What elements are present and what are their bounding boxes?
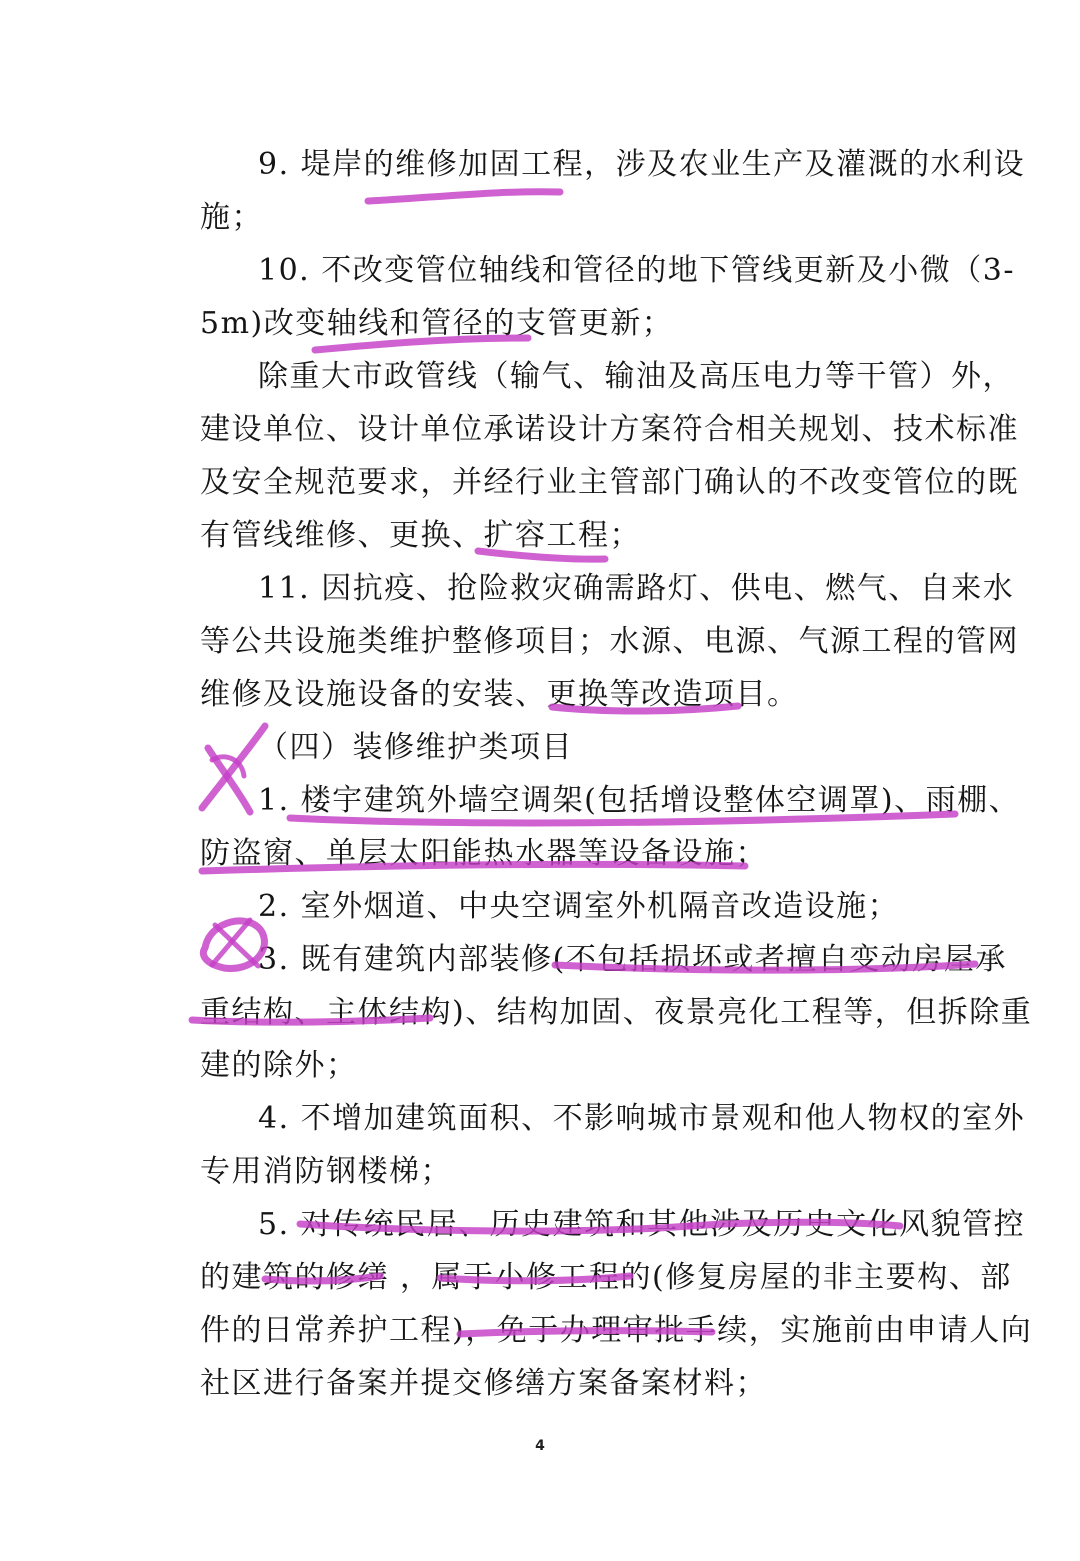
text-line: 除重大市政管线（输气、输油及高压电力等干管）外， <box>258 359 1014 394</box>
text-line: 5m)改变轴线和管径的支管更新； <box>200 306 674 341</box>
text-line: 的建筑的修缮 ，属于小修工程的(修复房屋的非主要构、部 <box>200 1260 1012 1295</box>
circle-cross-mark-icon <box>203 921 264 969</box>
cross-mark-icon <box>208 748 250 812</box>
text-line: 建的除外； <box>200 1048 358 1083</box>
circle-cross-mark-icon <box>212 920 250 965</box>
text-line: 及安全规范要求，并经行业主管部门确认的不改变管位的既 <box>200 465 1019 500</box>
text-line: 5. 对传统民居、历史建筑和其他涉及历史文化风貌管控 <box>258 1207 1026 1242</box>
cross-mark-icon <box>202 726 265 808</box>
text-line: 1. 楼宇建筑外墙空调架(包括增设整体空调罩)、雨棚、 <box>258 783 1021 818</box>
text-line: 9. 堤岸的维修加固工程，涉及农业生产及灌溉的水利设 <box>258 147 1026 182</box>
section-heading: （四）装修维护类项目 <box>258 730 573 765</box>
text-line: 2. 室外烟道、中央空调室外机隔音改造设施； <box>258 889 900 924</box>
circle-cross-mark-icon <box>215 925 258 966</box>
text-line: 11. 因抗疫、抢险救灾确需路灯、供电、燃气、自来水 <box>258 571 1015 606</box>
text-line: 有管线维修、更换、扩容工程； <box>200 518 641 553</box>
text-line: 4. 不增加建筑面积、不影响城市景观和他人物权的室外 <box>258 1101 1026 1136</box>
text-line: 防盗窗、单层太阳能热水器等设备设施； <box>200 836 767 871</box>
text-line: 10. 不改变管位轴线和管径的地下管线更新及小微（3- <box>258 253 1015 288</box>
cross-mark-icon <box>212 757 244 776</box>
text-line: 建设单位、设计单位承诺设计方案符合相关规划、技术标准 <box>200 412 1019 447</box>
text-line: 3. 既有建筑内部装修(不包括损坏或者擅自变动房屋承 <box>258 942 1007 977</box>
text-line: 维修及设施设备的安装、更换等改造项目。 <box>200 677 799 712</box>
text-line: 施； <box>200 200 263 235</box>
text-line: 重结构、主体结构)、结构加固、夜景亮化工程等，但拆除重 <box>200 995 1033 1030</box>
text-line: 等公共设施类维护整修项目；水源、电源、气源工程的管网 <box>200 624 1019 659</box>
page-number: 4 <box>535 1438 545 1454</box>
text-line: 社区进行备案并提交修缮方案备案材料； <box>200 1366 767 1401</box>
text-line: 件的日常养护工程)，免于办理审批手续，实施前由申请人向 <box>200 1313 1033 1348</box>
text-line: 专用消防钢楼梯； <box>200 1154 452 1189</box>
